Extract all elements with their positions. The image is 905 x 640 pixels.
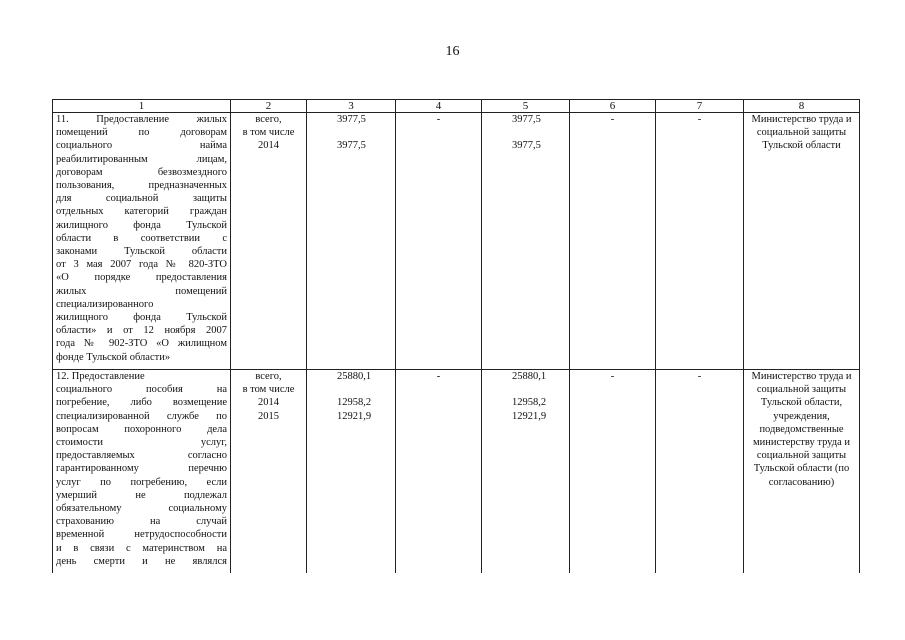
description-line: и в связи с материнством на	[56, 542, 227, 554]
description-line: социального найма	[56, 140, 227, 152]
description-line: года № 902-ЗТО «О жилищном	[56, 338, 227, 350]
description-line: реабилитированным лицам,	[56, 153, 227, 165]
header-row	[53, 100, 860, 113]
description-line: услуг по погребению, если	[56, 476, 227, 488]
amount-col3-cell	[307, 370, 396, 574]
description-line: пользования, предназначенных	[56, 180, 227, 192]
amount-value: 3977,5	[337, 114, 366, 125]
description-line: 12. Предоставление	[56, 371, 145, 382]
description-line: социального пособия на	[56, 384, 227, 396]
amount-col3-cell	[307, 113, 396, 370]
amount-col4-cell	[396, 113, 482, 370]
description-line: погребение, либо возмещение	[56, 397, 227, 409]
amount-col5-cell	[482, 113, 570, 370]
description-line: договорам безвозмездного	[56, 166, 227, 178]
description-line: 11. Предоставление жилых	[56, 114, 227, 125]
description-line: специализированного	[56, 298, 154, 310]
description-line: жилищного фонда Тульской	[56, 219, 227, 231]
description-line: от 3 мая 2007 года № 820-ЗТО	[56, 259, 227, 271]
amount-col7-cell	[656, 370, 744, 574]
period-line: всего,	[255, 371, 282, 382]
responsible-text: Министерство труда и социальной защиты Тульской области	[751, 114, 852, 152]
dash-value: -	[610, 371, 615, 382]
dash-value: -	[436, 114, 441, 125]
dash-value: -	[697, 371, 702, 382]
amount-value: 12958,2	[512, 397, 547, 409]
description-line: предоставляемых согласно	[56, 450, 227, 462]
amount-col7-cell	[656, 113, 744, 370]
period-line: 2014	[258, 140, 279, 152]
header-col-6: 6	[570, 100, 656, 113]
dash-value: -	[436, 371, 441, 382]
period-cell	[231, 370, 307, 574]
amount-col5-cell	[482, 370, 570, 574]
program-table	[52, 99, 860, 573]
amount-value: 12921,9	[512, 410, 547, 422]
header-col-4: 4	[396, 100, 482, 113]
period-line: всего,	[255, 114, 282, 125]
dash-value: -	[697, 114, 702, 125]
responsible-text: Министерство труда и социальной защиты Тульской области, учреждения, подведомственные министерству труда и социальной защиты Тульской области (по согласованию)	[751, 371, 852, 488]
amount-value: 12921,9	[337, 410, 372, 422]
table-row	[53, 113, 860, 370]
amount-value	[512, 126, 566, 139]
description-line: специализированной службе по	[56, 410, 227, 422]
header-col-3: 3	[307, 100, 396, 113]
description-line: стоимости услуг,	[56, 437, 227, 449]
description-line: умерший не подлежал	[56, 489, 227, 501]
description-line: день смерти и не являлся	[56, 555, 227, 567]
amount-col6-cell	[570, 113, 656, 370]
table-row	[53, 370, 860, 574]
amount-value	[337, 126, 392, 139]
amount-value: 25880,1	[512, 371, 547, 382]
amount-value: 12958,2	[337, 397, 372, 409]
amount-value: 3977,5	[512, 140, 541, 152]
description-cell	[53, 370, 231, 574]
description-line: вопросам похоронного дела	[56, 423, 227, 435]
amount-value: 25880,1	[337, 371, 372, 382]
amount-value: 3977,5	[512, 114, 541, 125]
description-line: временной нетрудоспособности	[56, 529, 227, 541]
description-line: жилых помещений	[56, 285, 227, 297]
header-col-5: 5	[482, 100, 570, 113]
amount-col6-cell	[570, 370, 656, 574]
period-cell	[231, 113, 307, 370]
header-col-1: 1	[53, 100, 231, 113]
description-line: законами Тульской области	[56, 246, 227, 258]
description-line: отдельных категорий граждан	[56, 206, 227, 218]
amount-value: 3977,5	[337, 140, 366, 152]
description-line: области в соответствии с	[56, 232, 227, 244]
description-line: жилищного фонда Тульской	[56, 312, 227, 324]
description-line: «О порядке предоставления	[56, 272, 227, 284]
amount-value	[512, 383, 566, 396]
period-line: 2015	[258, 410, 279, 422]
period-line: в том числе	[242, 384, 295, 396]
header-col-2: 2	[231, 100, 307, 113]
description-line: области» и от 12 ноября 2007	[56, 325, 227, 337]
responsible-cell	[744, 113, 860, 370]
header-col-7: 7	[656, 100, 744, 113]
amount-col4-cell	[396, 370, 482, 574]
description-line: помещений по договорам	[56, 127, 227, 139]
amount-value	[337, 383, 392, 396]
header-col-8: 8	[744, 100, 860, 113]
description-cell	[53, 113, 231, 370]
dash-value: -	[610, 114, 615, 125]
period-line: 2014	[258, 397, 279, 409]
description-line: гарантированному перечню	[56, 463, 227, 475]
description-line: страхованию на случай	[56, 516, 227, 528]
responsible-cell	[744, 370, 860, 574]
description-line: обязательному социальному	[56, 503, 227, 515]
description-line: фонде Тульской области»	[56, 351, 171, 363]
period-line: в том числе	[242, 127, 295, 139]
description-line: для социальной защиты	[56, 193, 227, 205]
page-number: 16	[445, 44, 460, 59]
